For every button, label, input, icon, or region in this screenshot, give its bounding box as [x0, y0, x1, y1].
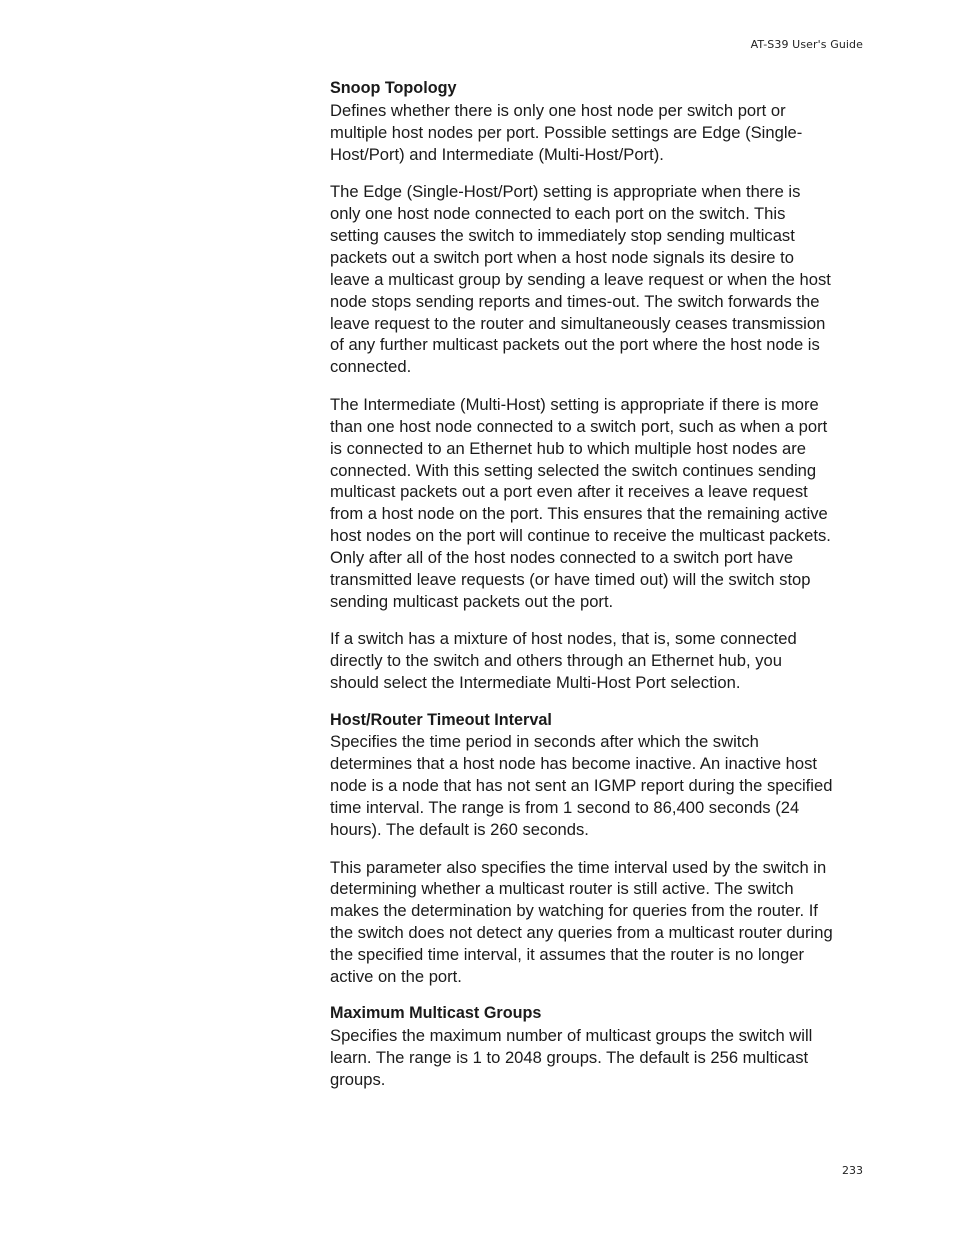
section-snoop-topology [330, 78, 835, 694]
paragraph-text: Defines whether there is only one host node per switch port or multiple host nodes per port. Possible settings are Edge (Single-Host/Port) and Intermediate (Multi-Host/Port). [330, 100, 803, 164]
paragraph-text: Specifies the maximum number of multicast groups the switch will learn. The range is 1 to 2048 groups. The default is 256 multicast groups. [330, 1026, 813, 1090]
section-paragraph: This parameter also specifies the time interval used by the switch in determining whether a multicast router is still active. The switch makes the determination by watching for queries from the router. If the switch does not detect any queries from a multicast router during the specified time interval, it assumes that the router is no longer active on the port. [330, 857, 833, 987]
paragraph-text: Specifies the time period in seconds after which the switch determines that a host node has become inactive. An inactive host node is a node that has not sent an IGMP report during the specified time interval. The range is from 1 second to 86,400 seconds (24 hours). The default is 260 seconds. [330, 732, 833, 840]
section-maximum-multicast-groups [330, 1003, 835, 1091]
section-paragraph [330, 1003, 835, 1091]
running-header: AT-S39 User's Guide [750, 38, 863, 51]
section-host-router-timeout [330, 710, 835, 988]
section-heading: Snoop Topology [330, 79, 457, 97]
section-heading: Maximum Multicast Groups [330, 1004, 542, 1023]
section-paragraph: If a switch has a mixture of host nodes, that is, some connected directly to the switch and others through an Ethernet hub, you should select the Intermediate Multi-Host Port selection. [330, 629, 797, 693]
body-column [330, 78, 835, 1107]
page-number: 233 [842, 1164, 863, 1177]
section-paragraph [330, 710, 835, 841]
section-heading: Host/Router Timeout Interval [330, 710, 552, 729]
section-paragraph: The Intermediate (Multi-Host) setting is appropriate if there is more than one host node connected to a switch port, such as when a port is connected to an Ethernet hub to which multiple host nodes are connected. With this setting selected the switch continues sending multicast packets out a port even after it receives a leave request from a host node on the port. This ensures that the remaining active host nodes on the port will continue to receive the multicast packets. Only after all of the host nodes connected to a switch port have transmitted leave requests (or have timed out) will the switch stop sending multicast packets out the port. [330, 394, 831, 611]
section-paragraph [330, 78, 835, 166]
section-paragraph: The Edge (Single-Host/Port) setting is appropriate when there is only one host node connected to each port on the switch. This setting causes the switch to immediately stop sending multicast packets out a switch port when a host node signals its desire to leave a multicast group by sending a leave request or when the host node stops sending reports and times-out. The switch forwards the leave request to the router and simultaneously ceases transmission of any further multicast packets out the port where the host node is connected. [330, 182, 831, 377]
